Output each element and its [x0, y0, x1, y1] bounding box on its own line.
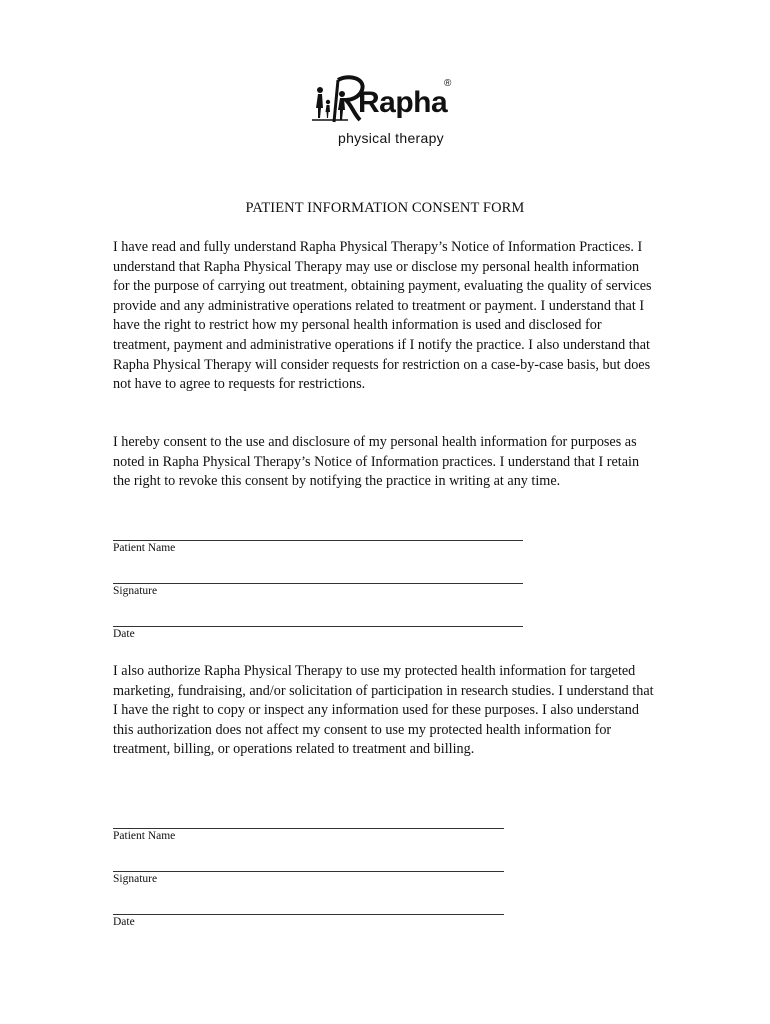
logo-brand-text: Rapha: [358, 86, 448, 119]
logo-tagline: physical therapy: [338, 130, 444, 146]
signature-label-2: Signature: [113, 873, 158, 885]
consent-paragraph-1: I have read and fully understand Rapha Physical Therapy’s Notice of Information Practices. I understand that Rapha Physical Therapy may use or disclose my personal health information for the purpose of carrying out treatment, obtaining payment, evaluating the quality of services provide and any administrative operations related to treatment or payment. I understand that I have the right to restrict how my personal health information is used and disclosed for treatment, payment and administrative operations if I notify the practice. I also understand that Rapha Physical Therapy will consider requests for restriction on a case-by-case basis, but does not have to agree to requests for restrictions.: [113, 239, 652, 393]
registered-mark: ®: [444, 78, 452, 89]
date-label-1: Date: [113, 628, 135, 640]
authorization-paragraph: I also authorize Rapha Physical Therapy to use my protected health information for targeted marketing, fundraising, and/or solicitation of participation in research studies. I understand that I have the right to copy or inspect any information used for these purposes. I also understand this authorization does not affect my consent to use my protected health information for treatment, billing, or operations related to treatment and billing.: [113, 663, 654, 758]
rapha-logo: [308, 74, 458, 154]
consent-paragraph-2: I hereby consent to the use and disclosure of my personal health information for purposes as noted in Rapha Physical Therapy’s Notice of Information practices. I understand that I retain the right to revoke this consent by notifying the practice in writing at any time.: [113, 434, 640, 490]
signature-label-1: Signature: [113, 585, 158, 597]
patient-name-line-2[interactable]: [113, 828, 504, 829]
patient-name-line-1[interactable]: [113, 540, 523, 541]
patient-name-label-2: Patient Name: [113, 830, 176, 842]
signature-line-1[interactable]: [113, 583, 523, 584]
date-line-1[interactable]: [113, 626, 523, 627]
signature-line-2[interactable]: [113, 871, 504, 872]
date-line-2[interactable]: [113, 914, 504, 915]
patient-name-label-1: Patient Name: [113, 542, 176, 554]
date-label-2: Date: [113, 916, 135, 928]
form-title: PATIENT INFORMATION CONSENT FORM: [245, 200, 525, 216]
